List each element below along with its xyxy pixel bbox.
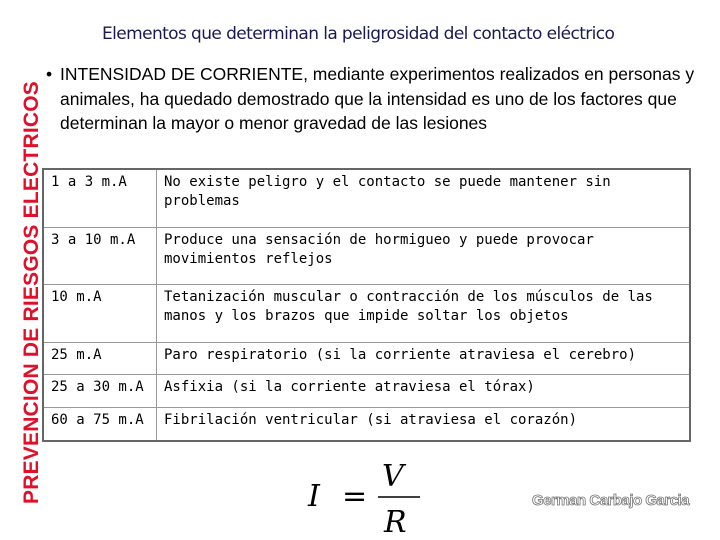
effect-cell: Asfixia (si la corriente atraviesa el tórax)	[157, 375, 691, 408]
current-effects-table	[42, 168, 691, 442]
current-range-cell: 25 a 30 m.A	[43, 375, 157, 408]
effect-cell: Tetanización muscular o contracción de los músculos de las manos y los brazos que impide soltar los objetos	[157, 285, 691, 343]
table-row	[43, 169, 690, 227]
formula-equals: =	[342, 479, 368, 514]
author-signature: German Carbajo Garcia	[532, 492, 690, 509]
effect-cell: Produce una sensación de hormigueo y puede provocar movimientos reflejos	[157, 227, 691, 285]
side-title: PREVENCION DE RIESGOS ELECTRICOS	[20, 81, 43, 504]
effect-cell: No existe peligro y el contacto se puede mantener sin problemas	[157, 169, 691, 227]
bullet-paragraph	[46, 62, 696, 136]
table-row	[43, 285, 690, 343]
formula-lhs: I	[308, 479, 320, 514]
table-row	[43, 227, 690, 285]
bullet-text: INTENSIDAD DE CORRIENTE, mediante experimentos realizados en personas y animales, ha quedado demostrado que la intensidad es uno de los factores que determinan la mayor o menor gravedad de las lesiones	[60, 64, 695, 133]
table-row	[43, 408, 690, 441]
table-row	[43, 342, 690, 375]
formula-denominator: R	[384, 505, 407, 538]
effect-cell: Fibrilación ventricular (si atraviesa el corazón)	[157, 408, 691, 441]
table-row	[43, 375, 690, 408]
slide-heading: Elementos que determinan la peligrosidad del contacto eléctrico	[102, 24, 615, 44]
current-range-cell: 1 a 3 m.A	[43, 169, 157, 227]
current-range-cell: 25 m.A	[43, 342, 157, 375]
current-range-cell: 3 a 10 m.A	[43, 227, 157, 285]
effect-cell: Paro respiratorio (si la corriente atraviesa el cerebro)	[157, 342, 691, 375]
current-range-cell: 60 a 75 m.A	[43, 408, 157, 441]
current-range-cell: 10 m.A	[43, 285, 157, 343]
bullet-marker: •	[46, 64, 53, 84]
formula-numerator: V	[382, 459, 404, 494]
ohm-law-formula	[304, 458, 422, 538]
